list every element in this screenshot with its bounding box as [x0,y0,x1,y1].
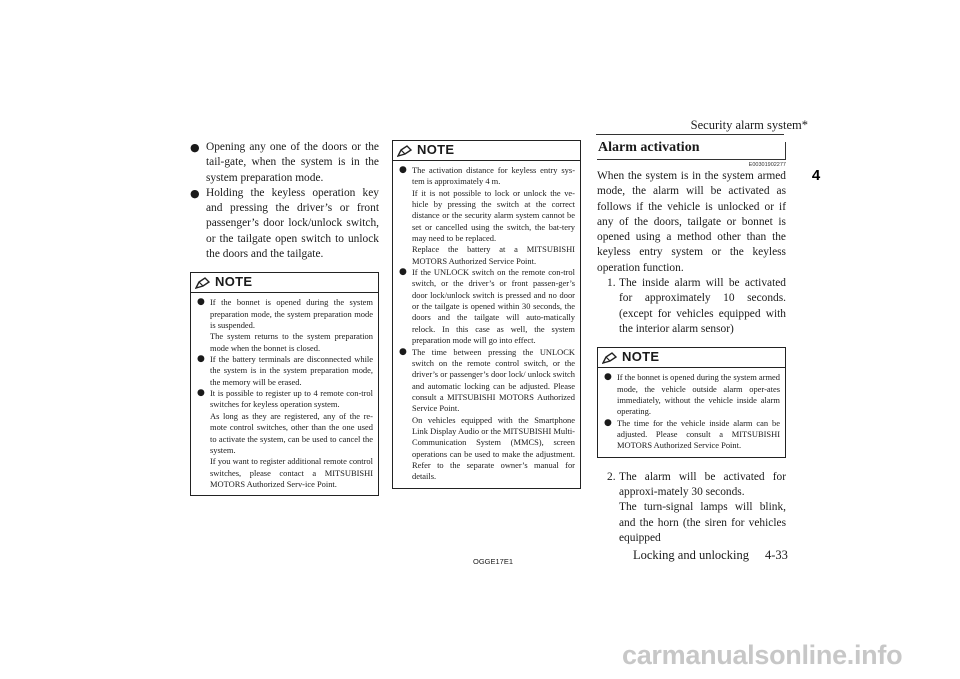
col1-bullet-list [190,140,379,262]
note-body [598,368,785,456]
section-header [597,140,786,160]
header-rule [596,134,784,135]
bullet-icon: ● [399,267,407,278]
note-header [598,348,785,368]
list-item: ● If the bonnet is opened during the system armed mode, the vehicle outside alarm oper-ates immediately, without the vehicle inside alarm operating. [604,372,780,417]
note-label: NOTE [622,349,660,365]
list-item: ● The time for the vehicle inside alarm can be adjusted. Please consult a MITSUBISHI MOTORS Authorized Service Point. [604,417,780,451]
note-box [190,272,379,496]
bullet-icon: ● [197,354,205,365]
column-2 [392,140,581,489]
footer-chapter: Locking and unlocking [633,548,749,562]
watermark: carmanualsonline.info [622,640,903,670]
pencil-note-icon [397,144,414,157]
intro-paragraph: When the system is in the system armed mode, the alarm will be activated as follows if the vehicle is unlocked or if any of the doors, tailgate or bonnet is opened using a method other than the keyless entry system or the keyless operation function. [597,170,786,274]
list-item: ● Holding the keyless operation key and pressing the driver’s or front passenger’s door lock/unlock switch, or the tailgate open switch to unlock the doors and the tailgate. [190,186,379,261]
page-number: 4-33 [765,548,788,562]
column-1 [190,140,379,496]
note-box [392,140,581,489]
note-header [393,141,580,161]
step-2: 2. The alarm will be activated for approxi-mately 30 seconds. The turn-signal lamps will blink, and the horn (the siren for vehicles equipped [607,470,786,544]
note-label: NOTE [215,274,253,290]
section-header-bar [785,142,786,159]
note-box [597,347,786,457]
pencil-note-icon [195,276,212,289]
note-body [393,161,580,488]
list-item: ● It is possible to register up to 4 remote con-trol switches for keyless operation system. As long as they are registered, any of the re-mote control switches, other than the one used to activate the system, can be used to cancel the system. If you want to register additional remote control switches, please contact a MITSUBISHI MOTORS Authorized Serv-ice Point. [197,388,373,489]
list-item: ● If the UNLOCK switch on the remote con-trol switch, or the driver’s or front passen-ger’s door lock/unlock switch is pressed and no door or the tailgate is opened within 30 seconds, the doors and the tailgate will auto-matically relock. In this case as well, the system preparation mode will go into effect. [399,267,575,346]
bullet-icon: ● [399,165,407,175]
pencil-note-icon [602,351,619,364]
chapter-tab: 4 [811,166,821,184]
step-1: 1. The inside alarm will be activated for approximately 10 seconds. (except for vehicles equipped with the interior alarm sensor) [607,277,786,335]
column-3 [597,140,786,546]
list-item: ● The activation distance for keyless entry sys-tem is approximately 4 m. If it is not possible to lock or unlock the ve-hicle by pressing the switch at the correct distance or the security alarm system cannot be set or cancelled using the switch, the bat-tery may need to be replaced. Replace the battery at a MITSUBISHI MOTORS Authorized Service Point. [399,165,575,266]
bullet-icon: ● [399,346,407,357]
note-header [191,273,378,293]
bullet-icon: ● [197,388,205,399]
bullet-icon: ● [604,372,612,383]
note-label: NOTE [417,142,455,157]
section-title: Alarm activation [598,140,700,155]
bullet-icon: ● [190,186,200,200]
bullet-icon: ● [197,297,205,308]
list-item: ● The time between pressing the UNLOCK switch on the remote control switch, or the driver’s or passenger’s door lock/ unlock switch and automatic locking can be adjusted. Please consult a MITSUBISHI MOTORS Authorized Service Point. On vehicles equipped with the Smartphone Link Display Audio or the MITSUBISHI Multi-Communication System (MMCS), screen operations can be used to make the adjustment. Refer to the separate owner’s manual for details. [399,346,575,482]
running-header: Security alarm system* [690,118,808,132]
bullet-icon: ● [604,417,612,428]
bullet-icon: ● [190,141,200,154]
section-code: E00301902277 [748,162,786,168]
note-body [191,293,378,495]
list-item: ● If the battery terminals are disconnected while the system is in the system preparation mode, the memory will be erased. [197,354,373,387]
list-item: ● If the bonnet is opened during the system preparation mode, the system preparation mode is suspended. The system returns to the system preparation mode when the bonnet is closed. [197,297,373,353]
footer-doc-code: OGGE17E1 [473,557,514,566]
list-item: ● Opening any one of the doors or the tail-gate, when the system is in the system preparation mode. [190,141,379,184]
